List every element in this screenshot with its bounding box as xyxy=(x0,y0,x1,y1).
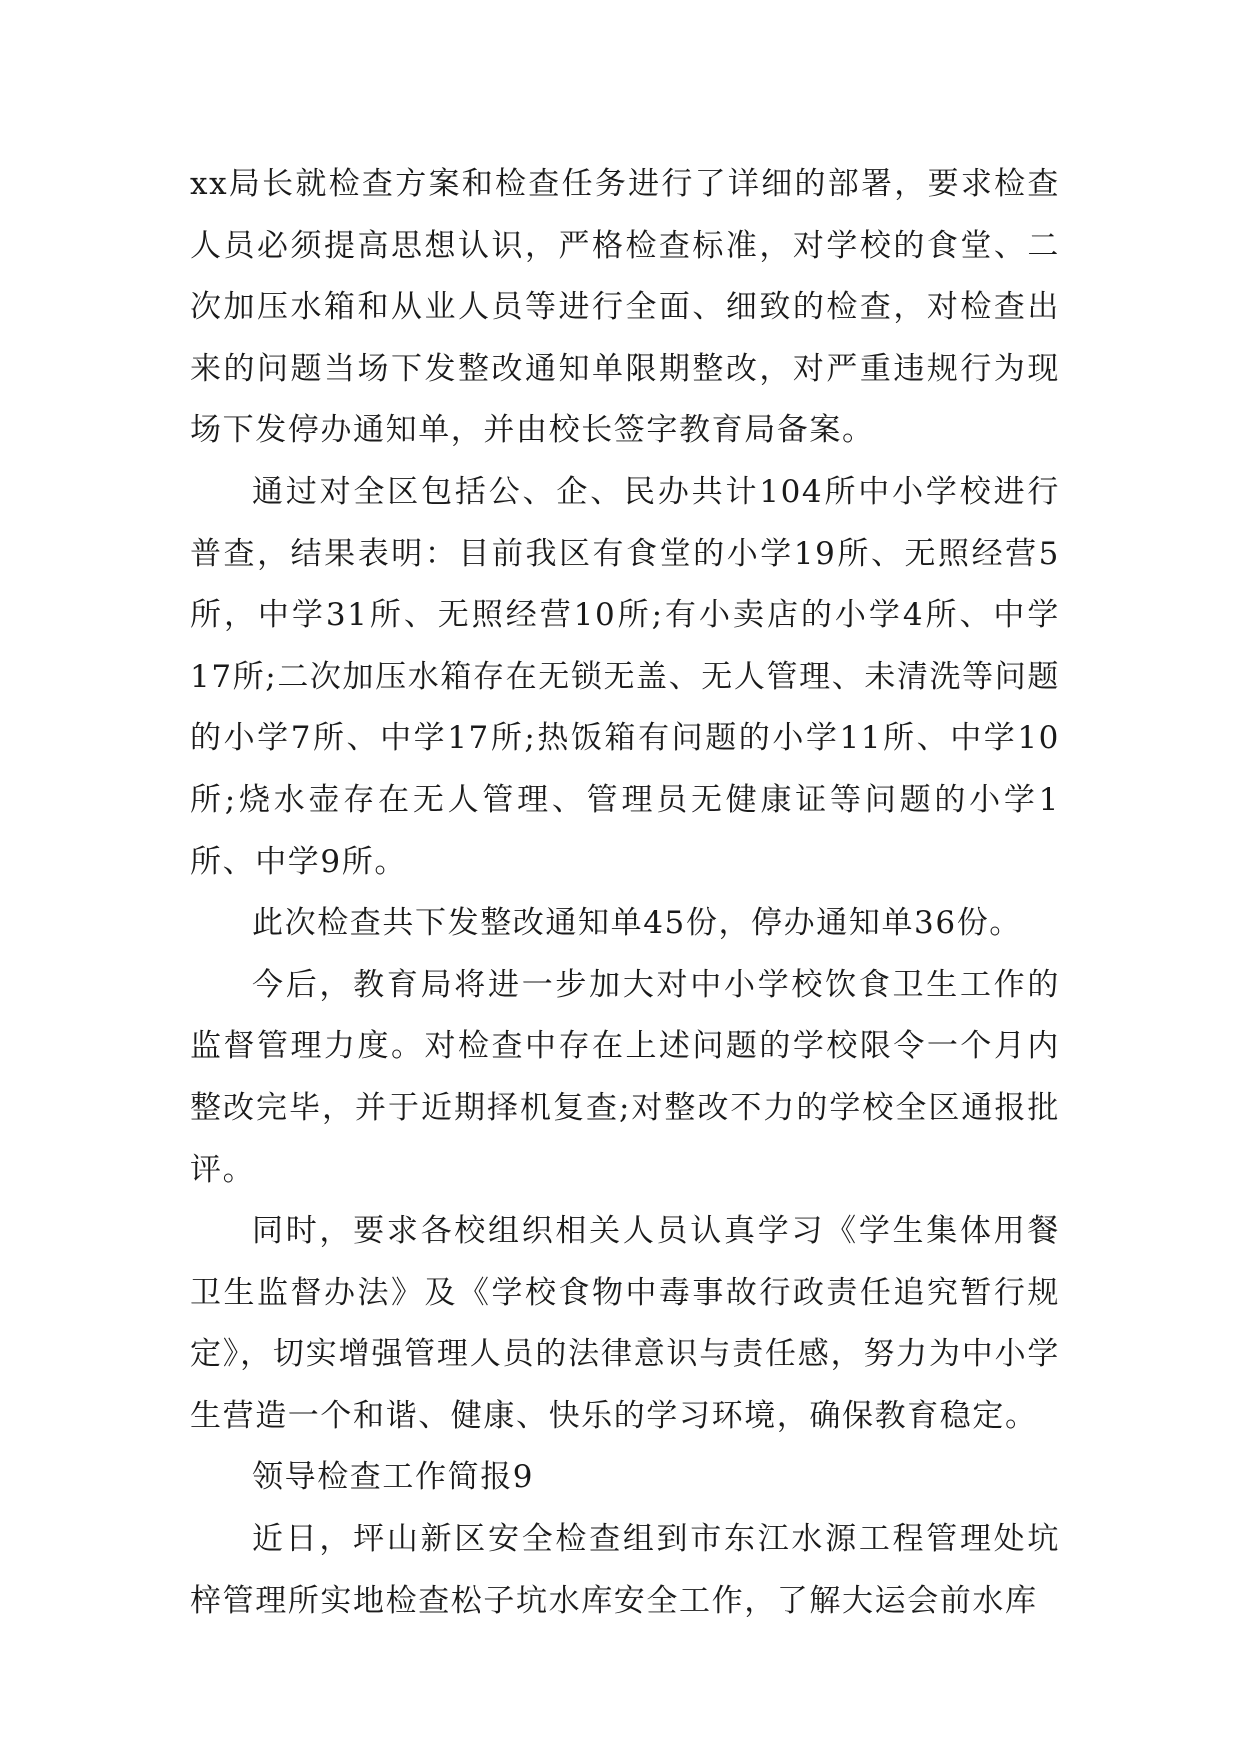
paragraph-inspection-deployment: xx局长就检查方案和检查任务进行了详细的部署，要求检查人员必须提高思想认识，严格检查标准，对学校的食堂、二次加压水箱和从业人员等进行全面、细致的检查，对检查出来的问题当场下发整改通知单限期整改，对严重违规行为现场下发停办通知单，并由校长签字教育局备案。 xyxy=(190,166,1060,449)
document-body xyxy=(190,154,1060,1632)
paragraph-future-supervision: 今后，教育局将进一步加大对中小学校饮食卫生工作的监督管理力度。对检查中存在上述问题的学校限令一个月内整改完毕，并于近期择机复查;对整改不力的学校全区通报批评。 xyxy=(190,966,1060,1188)
section-heading-briefing-9: 领导检查工作简报9 xyxy=(252,1459,535,1496)
paragraph-survey-results: 通过对全区包括公、企、民办共计104所中小学校进行普查，结果表明：目前我区有食堂的小学19所、无照经营5所，中学31所、无照经营10所;有小卖店的小学4所、中学17所;二次加压水箱存在无锁无盖、无人管理、未清洗等问题的小学7所、中学17所;热饭箱有问题的小学11所、中学10所;烧水壶存在无人管理、管理员无健康证等问题的小学1所、中学9所。 xyxy=(190,473,1060,880)
paragraph-study-requirements: 同时，要求各校组织相关人员认真学习《学生集体用餐卫生监督办法》及《学校食物中毒事故行政责任追究暂行规定》，切实增强管理人员的法律意识与责任感，努力为中小学生营造一个和谐、健康、快乐的学习环境，确保教育稳定。 xyxy=(190,1213,1060,1434)
paragraph-notices-issued: 此次检查共下发整改通知单45份，停办通知单36份。 xyxy=(252,905,1022,942)
paragraph-reservoir-inspection: 近日，坪山新区安全检查组到市东江水源工程管理处坑梓管理所实地检查松子坑水库安全工作，了解大运会前水库 xyxy=(190,1521,1060,1619)
